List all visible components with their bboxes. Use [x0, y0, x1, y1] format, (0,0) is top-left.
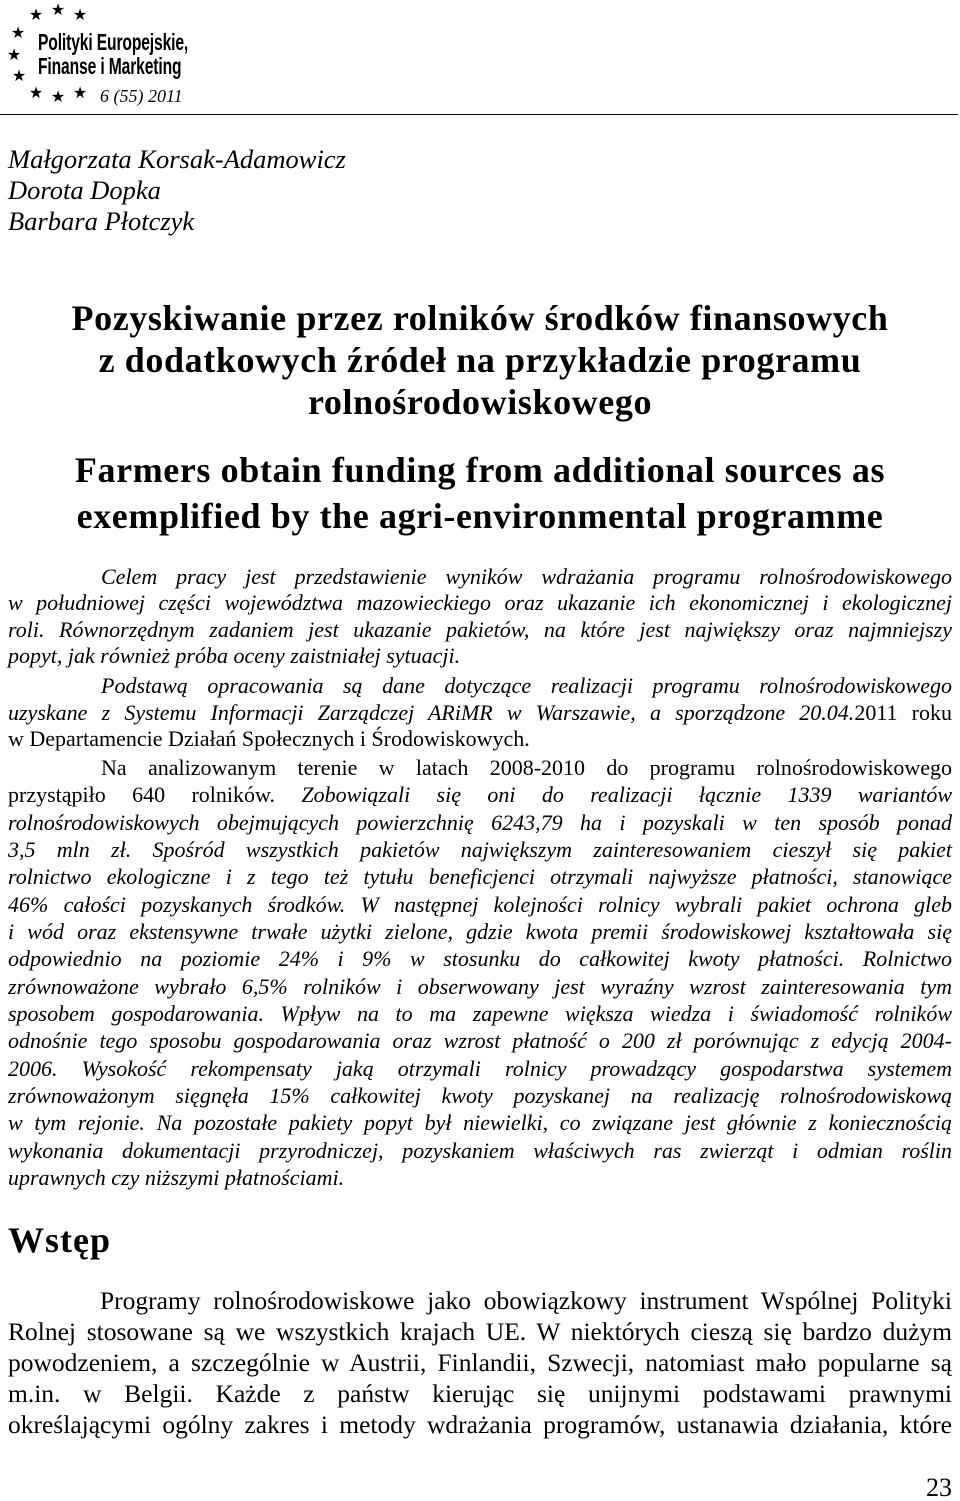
star-icon: ★: [72, 5, 88, 24]
star-icon: ★: [11, 66, 27, 85]
abstract-line: Podstawą opracowania są dane dotyczące realizacji programu rolnośrodowiskowego: [101, 673, 952, 698]
abstract-line: w tym rejonie. Na pozostałe pakiety popyt był niewielki, co związane jest głównie z koniecznością: [8, 1110, 952, 1136]
abstract-line: odnośnie tego sposobu gospodarowania oraz wzrost płatność o 200 zł porównując z edycją 2004-: [8, 1028, 952, 1054]
body-line: powodzeniem, a szczególnie w Austrii, Finlandii, Szwecji, natomiast mało popularne są: [8, 1348, 952, 1377]
author-list: [8, 144, 346, 237]
abstract-paragraph: [8, 754, 952, 1191]
title-line: rolnośrodowiskowego: [307, 382, 653, 422]
abstract-line: popyt, jak również próba oceny zaistniałej sytuacji.: [8, 643, 461, 669]
body-line: określającymi ogólny zakres i metody wdrażania programów, ustanawia działania, które: [8, 1410, 952, 1439]
article-title-polish: [0, 297, 960, 423]
star-icon: ★: [28, 5, 44, 24]
body-line: m.in. w Belgii. Każde z państw kierując się unijnymi podstawami prawnymi: [8, 1379, 952, 1408]
abstract-line: w południowej części województwa mazowieckiego oraz ukazanie ich ekonomicznej i ekologicznej: [8, 590, 952, 616]
abstract-paragraph: [8, 673, 952, 753]
title-line: Pozyskiwanie przez rolników środków finansowych: [71, 298, 889, 338]
journal-name-line2: Finanse i Marketing: [38, 53, 182, 79]
title-line: z dodatkowych źródeł na przykładzie programu: [98, 340, 862, 380]
abstract-line: 3,5 mln zł. Spośród wszystkich pakietów największym zainteresowaniem cieszył się pakiet: [8, 836, 952, 862]
star-icon: ★: [50, 87, 66, 106]
title-line: exemplified by the agri-environmental programme: [76, 496, 884, 536]
abstract-line: 46% całości pozyskanych środków. W następnej kolejności rolnicy wybrali pakiet ochrona gleb: [8, 891, 952, 917]
author-name: Barbara Płotczyk: [8, 206, 195, 236]
section-heading: Wstęp: [8, 1220, 111, 1260]
abstract-line: Na analizowanym terenie w latach 2008-2010 do programu rolnośrodowiskowego: [101, 755, 952, 780]
author-name: Dorota Dopka: [8, 175, 161, 205]
star-icon: ★: [50, 0, 66, 19]
abstract-text-run: Zobowiązali się oni do realizacji łącznie 1339 wariantów: [301, 782, 953, 808]
abstract-line: roli. Równorzędnym zadaniem jest ukazanie pakietów, na które jest największy oraz najmniejszy: [8, 616, 952, 642]
star-icon: ★: [72, 83, 88, 102]
abstract-line: rolnictwo ekologiczne i z tego też tytułu beneficjenci otrzymali najwyższe płatności, stanowiące: [8, 864, 952, 890]
abstract-line: uprawnych czy niższymi płatnościami.: [8, 1164, 345, 1190]
author-name: Małgorzata Korsak-Adamowicz: [8, 144, 346, 174]
abstract-line: zrównoważone wybrało 6,5% rolników i obserwowany jest wyraźny wzrost zainteresowania tym: [8, 973, 952, 999]
abstract-line: rolnośrodowiskowych obejmujących powierzchnię 6243,79 ha i pozyskali w ten sposób ponad: [8, 809, 952, 835]
abstract-line: i wód oraz ekstensywne trwałe użytki zielone, gdzie kwota premii środowiskowej kształtowała się: [8, 918, 952, 944]
abstract-line: w Departamencie Działań Społecznych i Środowiskowych.: [8, 726, 530, 751]
abstract-text-run: przystąpiło 640 rolników.: [8, 782, 275, 808]
page-number: 23: [926, 1473, 952, 1501]
journal-name-line1: Polityki Europejskie,: [38, 29, 189, 55]
journal-issue: 6 (55) 2011: [100, 86, 183, 106]
body-line: Rolnej stosowane są we wszystkich krajach UE. W niektórych cieszą się bardzo dużym: [8, 1317, 952, 1346]
header-rule: [0, 114, 958, 115]
title-line: Farmers obtain funding from additional sources as: [74, 450, 886, 490]
star-icon: ★: [28, 83, 44, 102]
abstract-line: wykonania dokumentacji przyrodniczej, pozyskaniem właściwych ras zwierząt i odmian roślin: [8, 1137, 952, 1163]
abstract-text-run: 2011 roku: [854, 699, 952, 725]
body-line: Programy rolnośrodowiskowe jako obowiązkowy instrument Wspólnej Polityki: [100, 1286, 952, 1315]
article-title-english: [0, 447, 960, 539]
abstract-line: sposobem gospodarowania. Wpływ na to ma zapewne większa wiedza i świadomość rolników: [8, 1000, 952, 1026]
star-icon: ★: [6, 45, 22, 64]
abstract-line: [8, 781, 952, 808]
abstract-line: zrównoważonym sięgnęła 15% całkowitej kwoty pozyskanej na realizację rolnośrodowiskową: [8, 1082, 952, 1108]
abstract-text-run: uzyskane z Systemu Informacji Zarządczej ARiMR w Warszawie, a sporządzone 20.04.: [8, 699, 855, 725]
abstract-line: [8, 700, 952, 727]
abstract-line: Celem pracy jest przedstawienie wyników wdrażania programu rolnośrodowiskowego: [101, 564, 952, 589]
abstract-paragraph: [8, 564, 952, 670]
star-icon: ★: [10, 23, 26, 42]
abstract-line: odpowiednio na poziomie 24% i 9% w stosunku do całkowitej kwoty płatności. Rolnictwo: [8, 946, 952, 972]
body-paragraph: [8, 1285, 952, 1440]
abstract-line: 2006. Wysokość rekompensaty jaką otrzymali rolnicy prowadzący gospodarstwa systemem: [8, 1055, 952, 1081]
